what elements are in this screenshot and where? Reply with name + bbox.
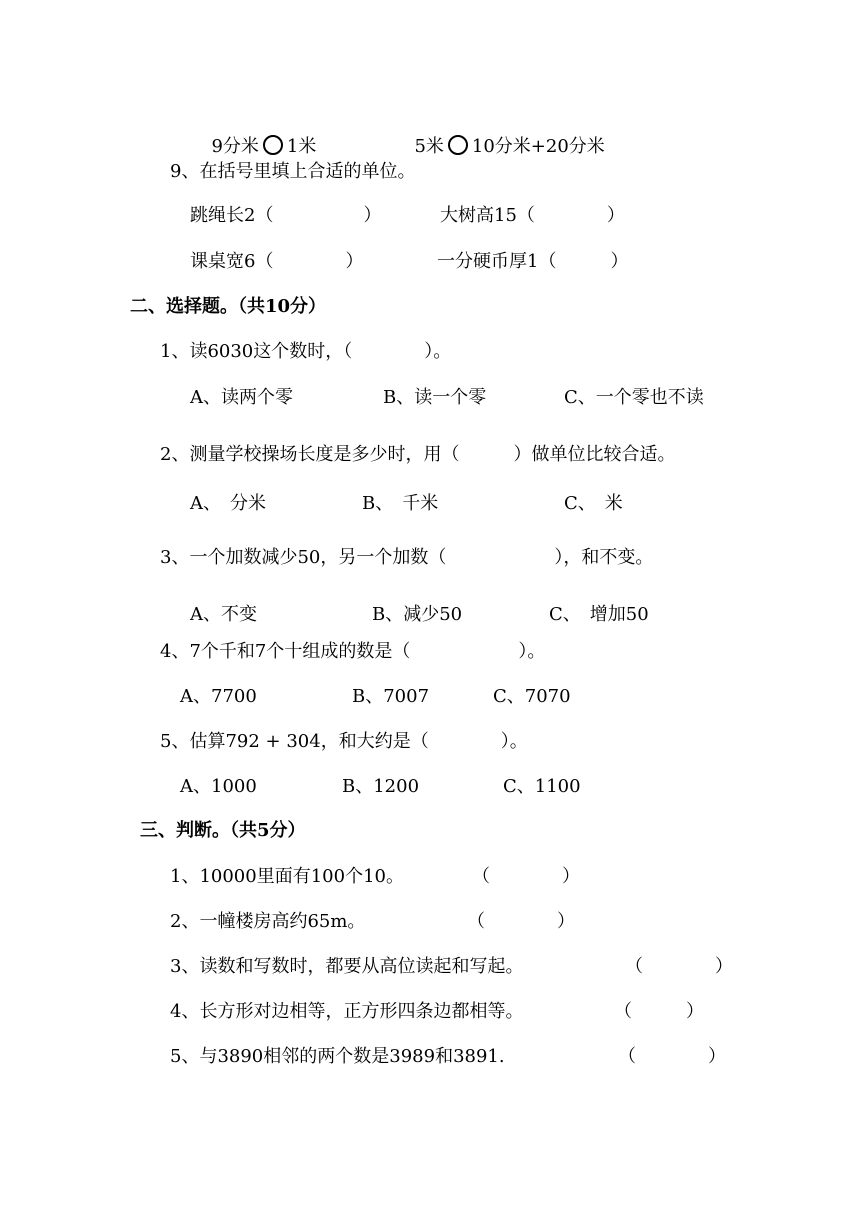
compare-right-a: 5米 [414,136,444,157]
compare-circle-icon[interactable] [263,135,283,155]
option[interactable]: A、 分米 [190,493,266,514]
judge-item: 2、一幢楼房高约65m。 [170,911,366,932]
judge-paren[interactable]: （ ） [467,911,575,932]
option[interactable]: A、读两个零 [190,387,293,408]
judge-item: 3、读数和写数时，都要从高位读起和写起。 [170,956,524,977]
judge-paren[interactable]: （ ） [614,1001,704,1022]
compare-right [403,117,605,156]
option[interactable]: C、一个零也不读 [564,387,704,408]
option[interactable]: B、减少50 [372,604,463,625]
q9-item[interactable]: 课桌宽6（ ） [190,251,364,272]
judge-paren[interactable]: （ ） [625,956,733,977]
compare-circle-icon[interactable] [448,135,468,155]
compare-left-b: 1米 [286,136,317,157]
compare-left-a: 9分米 [211,136,259,157]
section3-title: 三、判断。（共5分） [140,820,306,841]
compare-left [200,117,316,156]
q9-item[interactable]: 跳绳长2（ ） [190,205,382,226]
option[interactable]: B、7007 [352,686,430,707]
section2-title: 二、选择题。（共10分） [130,296,327,317]
option[interactable]: B、读一个零 [383,387,487,408]
option[interactable]: C、 米 [564,493,623,514]
judge-item: 5、与3890相邻的两个数是3989和3891. [170,1046,505,1067]
option[interactable]: B、 千米 [362,493,439,514]
question: 1、读6030这个数时，（ ）。 [160,341,452,362]
option[interactable]: C、1100 [503,776,581,797]
question: 3、一个加数减少50，另一个加数（ ），和不变。 [160,547,654,568]
question: 2、测量学校操场长度是多少时，用（ ）做单位比较合适。 [160,444,676,465]
q9-title: 9、在括号里填上合适的单位。 [170,161,416,182]
question: 4、7个千和7个十组成的数是（ ）。 [160,641,546,662]
question: 5、估算792 + 304，和大约是（ ）。 [160,731,528,752]
option[interactable]: C、 增加50 [549,604,649,625]
judge-item: 1、10000里面有100个10。 [170,866,404,887]
option[interactable]: C、7070 [493,686,571,707]
judge-paren[interactable]: （ ） [472,866,580,887]
judge-item: 4、长方形对边相等，正方形四条边都相等。 [170,1001,524,1022]
option[interactable]: B、1200 [342,776,420,797]
option[interactable]: A、7700 [180,686,257,707]
judge-paren[interactable]: （ ） [618,1046,726,1067]
option[interactable]: A、1000 [180,776,257,797]
option[interactable]: A、不变 [190,604,257,625]
q9-item[interactable]: 大树高15（ ） [440,205,625,226]
compare-right-b: 10分米+20分米 [471,136,605,157]
q9-item[interactable]: 一分硬币厚1（ ） [437,251,629,272]
